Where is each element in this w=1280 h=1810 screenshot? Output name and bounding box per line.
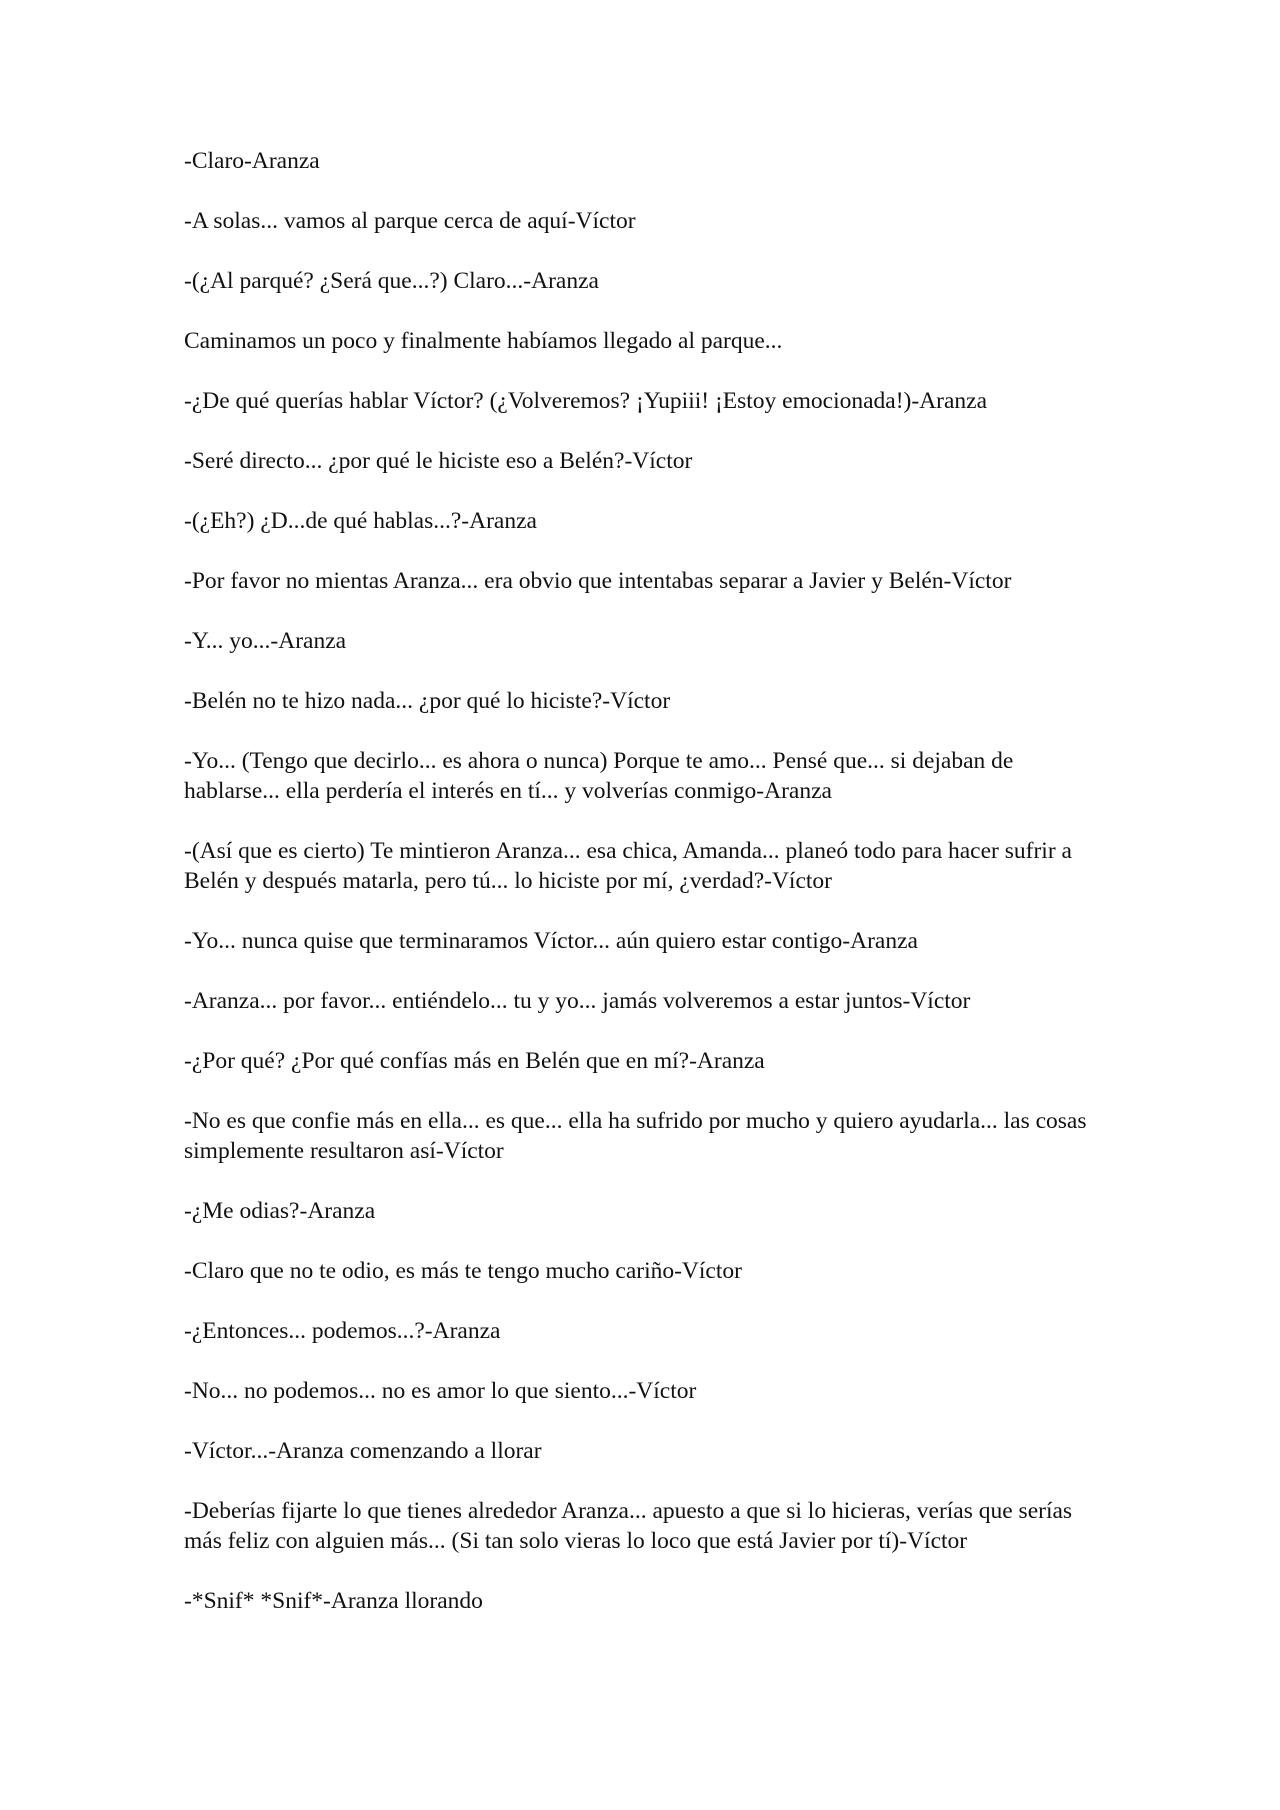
paragraph: -Claro que no te odio, es más te tengo mucho cariño-Víctor [184,1258,742,1284]
paragraph: -(Así que es cierto) Te mintieron Aranza... esa chica, Amanda... planeó todo para hacer sufrir a Belén y después matarla, pero tú... lo hiciste por mí, ¿verdad?-Víctor [184,838,1072,894]
paragraph: -*Snif* *Snif*-Aranza llorando [184,1588,483,1614]
paragraph: -Claro-Aranza [184,148,320,174]
paragraph: -Víctor...-Aranza comenzando a llorar [184,1438,542,1464]
paragraph: -Seré directo... ¿por qué le hiciste eso a Belén?-Víctor [184,448,693,474]
paragraph: -(¿Al parqué? ¿Será que...?) Claro...-Aranza [184,268,599,294]
paragraph: -(¿Eh?) ¿D...de qué hablas...?-Aranza [184,508,537,534]
paragraph: -¿Entonces... podemos...?-Aranza [184,1318,501,1344]
paragraph: -¿Me odias?-Aranza [184,1198,376,1224]
paragraph: -Aranza... por favor... entiéndelo... tu y yo... jamás volveremos a estar juntos-Víctor [184,988,971,1014]
paragraph: Caminamos un poco y finalmente habíamos llegado al parque... [184,328,783,354]
document-body [184,146,1114,1646]
paragraph: -¿De qué querías hablar Víctor? (¿Volveremos? ¡Yupiii! ¡Estoy emocionada!)-Aranza [184,388,988,414]
paragraph: -Por favor no mientas Aranza... era obvio que intentabas separar a Javier y Belén-Víctor [184,568,1012,594]
paragraph: -Deberías fijarte lo que tienes alrededor Aranza... apuesto a que si lo hicieras, verías que serías más feliz con alguien más... (Si tan solo vieras lo loco que está Javier por tí)-Víctor [184,1498,1073,1554]
paragraph: -Y... yo...-Aranza [184,628,347,654]
paragraph: -No es que confie más en ella... es que... ella ha sufrido por mucho y quiero ayudarla... las cosas simplemente resultaron así-Víctor [184,1108,1087,1164]
paragraph: -Yo... nunca quise que terminaramos Víctor... aún quiero estar contigo-Aranza [184,928,918,954]
paragraph: -¿Por qué? ¿Por qué confías más en Belén que en mí?-Aranza [184,1048,765,1074]
paragraph: -A solas... vamos al parque cerca de aquí-Víctor [184,208,636,234]
paragraph: -No... no podemos... no es amor lo que siento...-Víctor [184,1378,697,1404]
paragraph: -Belén no te hizo nada... ¿por qué lo hiciste?-Víctor [184,688,671,714]
paragraph: -Yo... (Tengo que decirlo... es ahora o nunca) Porque te amo... Pensé que... si dejaban de hablarse... ella perdería el interés en tí... y volverías conmigo-Aranza [184,748,1014,804]
